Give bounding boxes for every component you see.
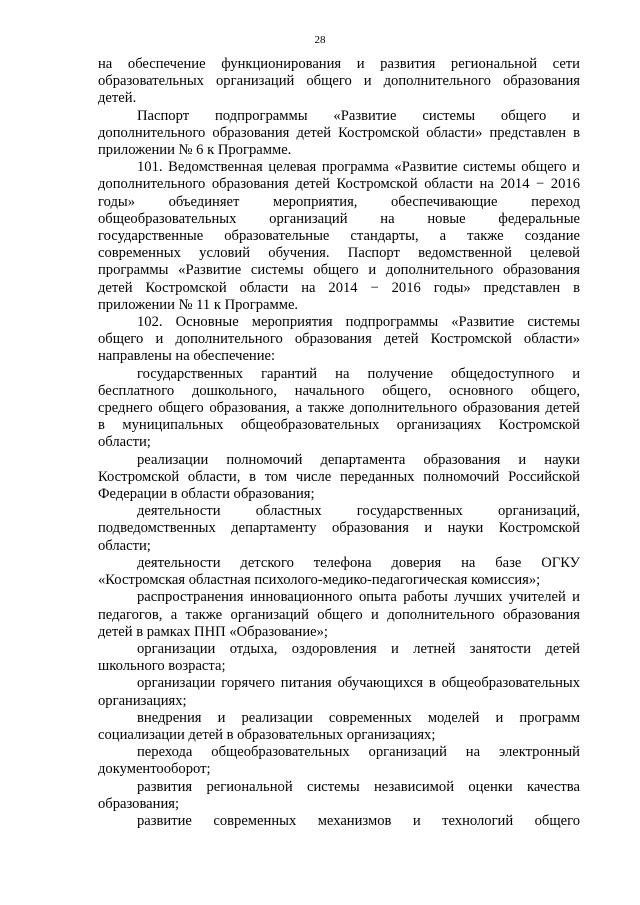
paragraph-p11 xyxy=(98,675,580,709)
text-line: общего и дополнительного образования детей Костромской области» xyxy=(98,331,580,348)
text-line: Паспорт подпрограммы «Развитие системы общего и xyxy=(137,107,580,124)
document-body xyxy=(98,56,580,830)
text-line: 102. Основные мероприятия подпрограммы «Развитие системы xyxy=(137,314,580,331)
text-line: государственные образовательные стандарты, а также создание xyxy=(98,228,580,245)
text-line: области; xyxy=(98,434,151,451)
paragraph-p10 xyxy=(98,641,580,675)
text-line: на обеспечение функционирования и развития региональной сети xyxy=(98,56,580,72)
paragraph-p7 xyxy=(98,503,580,555)
text-line: приложении № 11 к Программе. xyxy=(98,296,299,313)
paragraph-p6 xyxy=(98,452,580,504)
text-line: программы «Развитие системы общего и дополнительного образования xyxy=(98,262,580,279)
text-line: современных условий обучения. Паспорт ведомственной целевой xyxy=(98,245,580,262)
text-line: школьного возраста; xyxy=(98,658,226,675)
text-line: детей в рамках ПНП «Образование»; xyxy=(98,623,328,640)
text-line: среднего общего образования, а также дополнительного образования детей xyxy=(98,400,580,417)
text-line: внедрения и реализации современных моделей и программ xyxy=(137,709,580,726)
text-line: реализации полномочий департамента образования и науки xyxy=(137,451,580,468)
text-line: подведомственных департаменту образования и науки Костромской xyxy=(98,520,580,537)
text-line: области; xyxy=(98,537,151,554)
paragraph-p9 xyxy=(98,589,580,641)
paragraph-p5 xyxy=(98,366,580,452)
text-line: 101. Ведомственная целевая программа «Развитие системы общего и xyxy=(137,159,580,176)
text-line: детей. xyxy=(98,90,137,107)
text-line: детей Костромской области на 2014 − 2016 годы» представлен в xyxy=(98,279,580,296)
text-line: общеобразовательных организаций на новые федеральные xyxy=(98,210,580,227)
text-line: направлены на обеспечение: xyxy=(98,348,276,365)
paragraph-p14 xyxy=(98,779,580,813)
text-line: дополнительного образования детей Костромской области» представлен в xyxy=(98,124,580,141)
paragraph-p15 xyxy=(98,813,580,830)
text-line: государственных гарантий на получение общедоступного и xyxy=(137,365,580,382)
paragraph-p1 xyxy=(98,56,580,108)
text-line: развития региональной системы независимой оценки качества xyxy=(137,778,580,795)
text-line: годы» объединяет мероприятия, обеспечивающие переход xyxy=(98,193,580,210)
text-line: «Костромская областная психолого-медико-педагогическая комиссия»; xyxy=(98,572,541,589)
text-line: Костромской области, в том числе переданных полномочий Российской xyxy=(98,468,580,485)
text-line: образовательных организаций общего и дополнительного образования xyxy=(98,73,580,90)
text-line: дополнительного образования детей Костромской области на 2014 − 2016 xyxy=(98,176,580,193)
paragraph-p4 xyxy=(98,314,580,366)
text-line: перехода общеобразовательных организаций на электронный xyxy=(137,744,580,761)
text-line: педагогов, а также организаций общего и дополнительного образования xyxy=(98,606,580,623)
text-line: в муниципальных общеобразовательных организациях Костромской xyxy=(98,417,580,434)
text-line: бесплатного дошкольного, начального общего, основного общего, xyxy=(98,382,580,399)
paragraph-p2 xyxy=(98,108,580,160)
text-line: организации горячего питания обучающихся в общеобразовательных xyxy=(137,675,580,692)
text-line: организациях; xyxy=(98,692,187,709)
page-number: 28 xyxy=(314,34,326,46)
text-line: социализации детей в образовательных организациях; xyxy=(98,726,436,743)
text-line: образования; xyxy=(98,795,180,812)
text-line: деятельности областных государственных организаций, xyxy=(137,503,580,520)
text-line: приложении № 6 к Программе. xyxy=(98,142,292,159)
paragraph-p8 xyxy=(98,555,580,589)
text-line: распространения инновационного опыта работы лучших учителей и xyxy=(137,589,580,606)
text-line: деятельности детского телефона доверия на базе ОГКУ xyxy=(137,554,580,571)
paragraph-p12 xyxy=(98,710,580,744)
text-line: развитие современных механизмов и технологий общего xyxy=(137,812,580,829)
paragraph-p13 xyxy=(98,744,580,778)
text-line: документооборот; xyxy=(98,761,211,778)
text-line: организации отдыха, оздоровления и летней занятости детей xyxy=(137,640,580,657)
paragraph-p3 xyxy=(98,159,580,314)
text-line: Федерации в области образования; xyxy=(98,486,315,503)
